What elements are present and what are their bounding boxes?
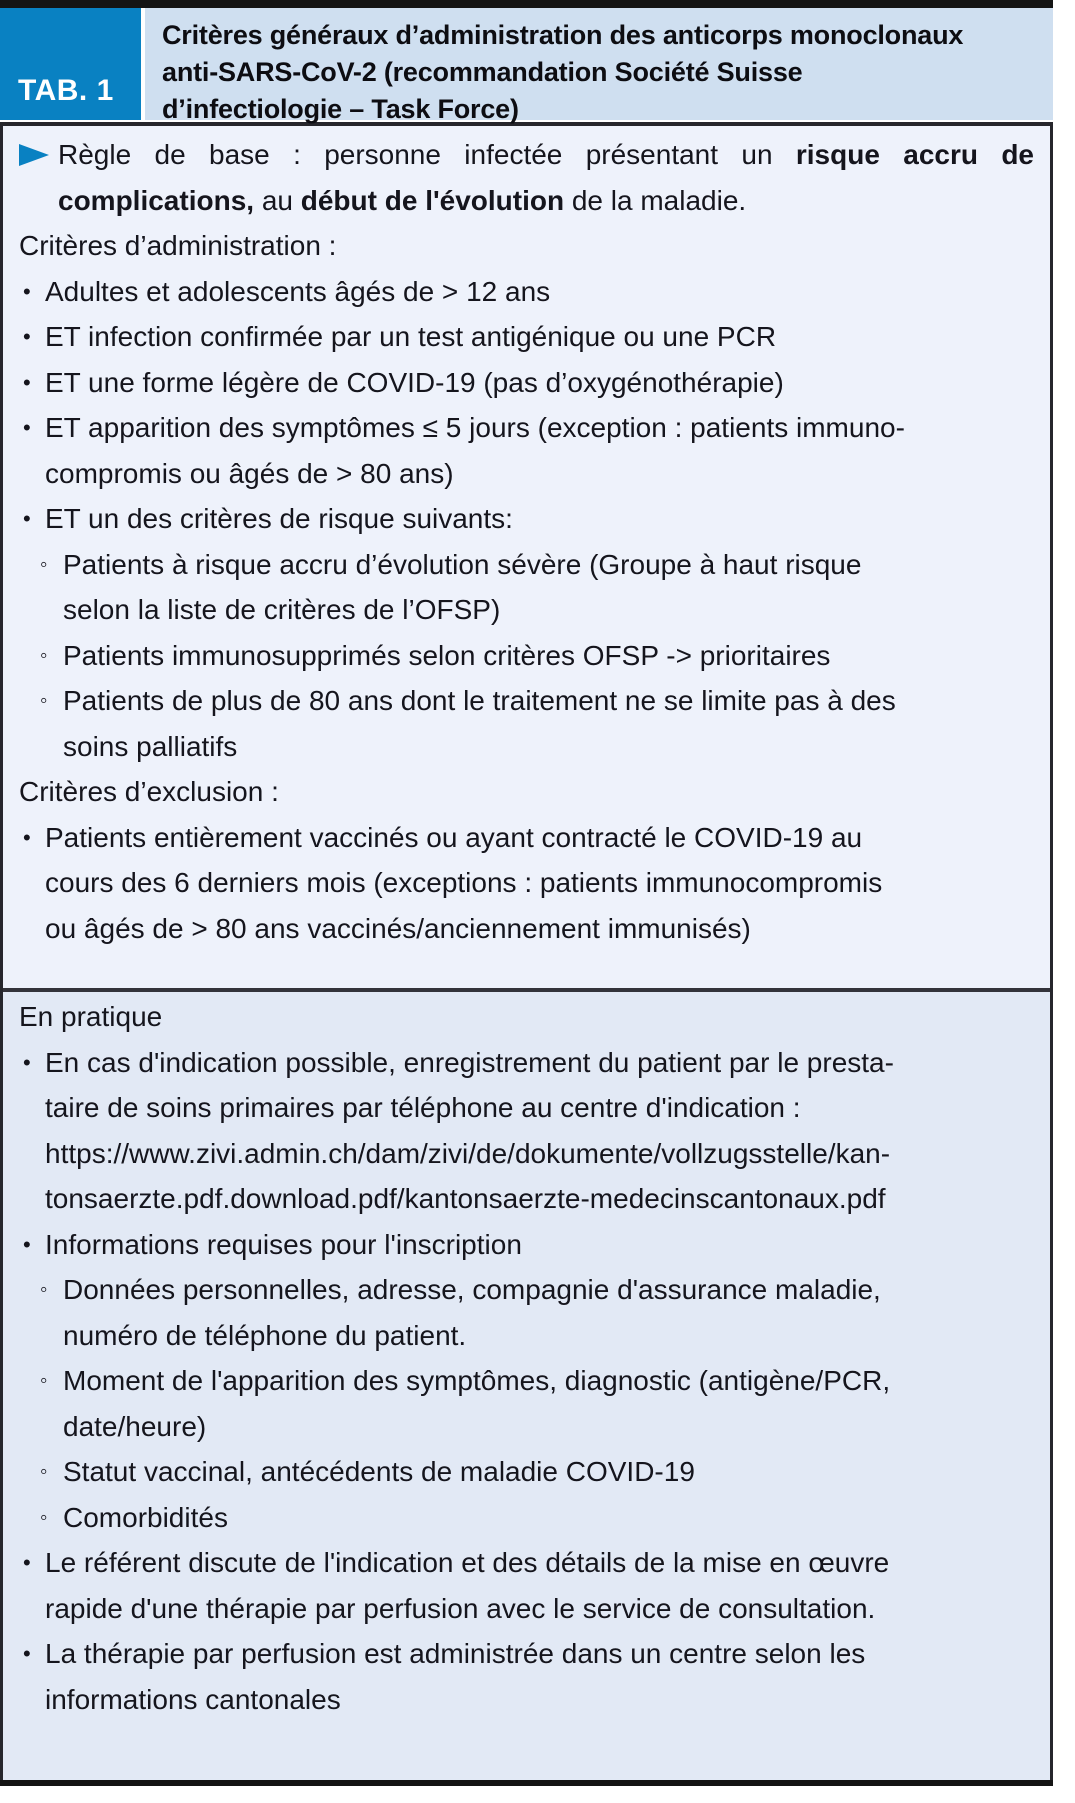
tab-label: TAB. 1: [18, 74, 114, 107]
bullet-item: [3, 269, 1050, 315]
bullet-line: • Adultes et adolescents âgés de > 12 ans: [45, 275, 551, 307]
bullet-line: cours des 6 derniers mois (exceptions : patients immunocompromis: [45, 867, 883, 898]
bullet-line: • ET apparition des symptômes ≤ 5 jours (exception : patients immuno-: [45, 412, 905, 443]
bullet-line: ◦ Patients de plus de 80 ans dont le traitement ne se limite pas à des: [63, 685, 896, 716]
bullet-line: • ET un des critères de risque suivants:: [45, 503, 513, 534]
rule-text-bold: risque accru de: [795, 139, 1034, 170]
bullet-item: [3, 496, 1050, 542]
sub-bullet-item: [3, 1267, 1050, 1358]
bullet-item: [3, 1222, 1050, 1268]
bullet-line: ◦ Moment de l'apparition des symptômes, diagnostic (antigène/PCR,: [63, 1365, 891, 1396]
rule-text: au: [254, 184, 301, 216]
title-line: Critères généraux d’administration des anticorps monoclonaux: [162, 20, 964, 50]
rule-text-bold: complications,: [58, 184, 255, 216]
sub-bullet-item: [3, 633, 1050, 679]
rule-arrow-icon: [19, 144, 49, 166]
registration-url[interactable]: https://www.zivi.admin.ch/dam/zivi/de/dokumente/vollzugsstelle/kan-: [45, 1137, 891, 1169]
tab-badge: [0, 8, 141, 120]
base-rule-line: [58, 132, 1034, 178]
sub-bullet-item: [3, 542, 1050, 633]
bullet-item: [3, 360, 1050, 406]
bullet-line: taire de soins primaires par téléphone au centre d'indication :: [45, 1092, 801, 1123]
table-content: [0, 122, 1053, 1780]
top-bar: [0, 0, 1053, 8]
bullet-line: • Patients entièrement vaccinés ou ayant contracté le COVID-19 au: [45, 821, 863, 853]
bullet-line: ◦ Données personnelles, adresse, compagnie d'assurance maladie,: [63, 1274, 881, 1305]
bullet-line: selon la liste de critères de l’OFSP): [63, 594, 501, 625]
bullet-line: informations cantonales: [45, 1683, 341, 1715]
base-rule: [3, 132, 1050, 223]
bullet-item: [3, 1040, 1050, 1222]
bullet-line: compromis ou âgés de > 80 ans): [45, 457, 454, 489]
title-line: anti-SARS-CoV-2 (recommandation Société Suisse: [162, 57, 803, 87]
bullet-line: • La thérapie par perfusion est administrée dans un centre selon les: [45, 1638, 866, 1669]
sub-bullet-item: [3, 1449, 1050, 1495]
title-line: d’infectiologie – Task Force): [162, 94, 519, 124]
bullet-line: ◦ Patients à risque accru d’évolution sévère (Groupe à haut risque: [63, 548, 862, 580]
rule-text-bold: début de l'évolution: [300, 184, 565, 216]
sub-bullet-item: [3, 678, 1050, 769]
bullet-item: [3, 1631, 1050, 1722]
section-heading-exclusion: Critères d’exclusion :: [19, 776, 279, 807]
bullet-line: numéro de téléphone du patient.: [63, 1319, 467, 1351]
sub-bullet-item: [3, 1358, 1050, 1449]
bullet-line: • Informations requises pour l'inscription: [45, 1228, 522, 1260]
bullet-line: • Le référent discute de l'indication et des détails de la mise en œuvre: [45, 1547, 890, 1578]
rule-text: de la maladie.: [564, 184, 747, 216]
base-rule-line: [58, 178, 1034, 224]
section-heading-administration: Critères d’administration :: [19, 230, 337, 261]
bottom-bar: [0, 1780, 1053, 1786]
bullet-line: • ET une forme légère de COVID-19 (pas d’oxygénothérapie): [45, 366, 784, 398]
bullet-line: ou âgés de > 80 ans vaccinés/anciennement immunisés): [45, 912, 751, 944]
bullet-line: ◦ Statut vaccinal, antécédents de maladie COVID-19: [63, 1456, 695, 1487]
bullet-item: [3, 1540, 1050, 1631]
bullet-line: rapide d'une thérapie par perfusion avec le service de consultation.: [45, 1592, 876, 1624]
bullet-line: soins palliatifs: [63, 730, 238, 762]
sub-bullet-item: [3, 1495, 1050, 1541]
practice-section: [3, 992, 1050, 1780]
table-header: [0, 8, 1053, 124]
bullet-item: [3, 314, 1050, 360]
bullet-line: ◦ Patients immunosupprimés selon critères OFSP -> prioritaires: [63, 639, 831, 671]
bullet-item: [3, 405, 1050, 496]
bullet-line: • ET infection confirmée par un test antigénique ou une PCR: [45, 321, 777, 352]
table-title: [145, 8, 1053, 124]
bullet-line: ◦ Comorbidités: [63, 1501, 228, 1533]
criteria-section: [3, 126, 1050, 988]
bullet-line: • En cas d'indication possible, enregistrement du patient par le presta-: [45, 1046, 894, 1078]
bullet-item: [3, 815, 1050, 952]
section-heading-practice: En pratique: [19, 1001, 163, 1032]
bullet-line: date/heure): [63, 1410, 207, 1442]
rule-text: Règle de base : personne infectée présentant un: [58, 139, 796, 170]
registration-url[interactable]: tonsaerzte.pdf.download.pdf/kantonsaerzte-medecinscantonaux.pdf: [45, 1183, 886, 1214]
